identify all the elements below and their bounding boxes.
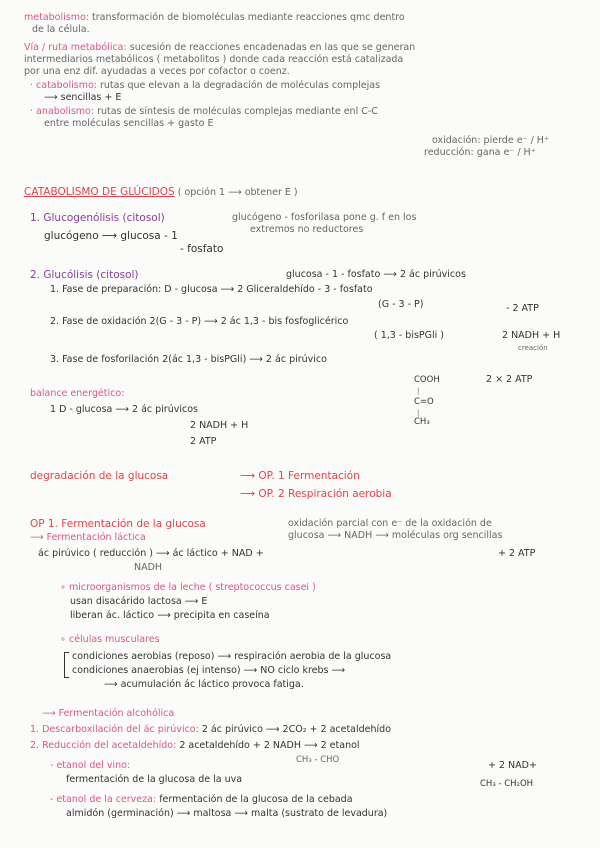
note-line: oxidación parcial con e⁻ de la oxidación de [288, 518, 492, 529]
note-line: usan disacárido lactosa ⟶ E [70, 596, 208, 607]
formula-line: CH₃ - CH₂OH [480, 779, 534, 789]
brace-mark [64, 652, 69, 678]
definition-text: sucesión de reacciones encadenadas en las que se generan [129, 42, 416, 53]
note-line: glucógeno - fosforilasa pone g. f en los [232, 212, 417, 223]
note-line: oxidación: pierde e⁻ / H⁺ [432, 135, 549, 146]
note-line: - fosfato [180, 243, 224, 255]
note-line: 2 NADH + H [190, 420, 249, 431]
note-line: 2 ATP [190, 436, 217, 447]
subsection-title: balance energético: [30, 388, 125, 399]
note-line: - 2 ATP [506, 303, 539, 314]
note-line: intermediarios metabólicos ( metabolitos ) donde cada reacción está catalizada [24, 54, 404, 65]
definition-text: rutas de síntesis de moléculas complejas mediante enl C-C [97, 106, 378, 117]
reaction-text: 2 acetaldehído + 2 NADH ⟶ 2 etanol [179, 740, 360, 751]
term-anabolismo: · anabolismo: [30, 106, 95, 117]
note-line: condiciones anaerobias (ej intenso) ⟶ NO ciclo krebs ⟶ [72, 665, 346, 676]
note-line [30, 106, 378, 118]
section-subtitle: ( opción 1 ⟶ obtener E ) [177, 187, 298, 198]
note-line [50, 794, 353, 806]
note-line: 1. Fase de preparación: D - glucosa ⟶ 2 Gliceraldehído - 3 - fosfato [50, 284, 373, 295]
note-line [24, 12, 405, 24]
note-line: por una enz dif. ayudadas a veces por cofactor o coenz. [24, 66, 290, 77]
note-line [24, 42, 415, 54]
term-catabolismo: · catabolismo: [30, 80, 97, 91]
note-line: glucógeno ⟶ glucosa - 1 [44, 230, 178, 242]
definition-text: rutas que elevan a la degradación de moléculas complejas [100, 80, 381, 91]
note-line: condiciones aerobias (reposo) ⟶ respiración aerobia de la glucosa [72, 651, 392, 662]
note-line: + 2 ATP [498, 548, 536, 559]
note-line: almidón (germinación) ⟶ maltosa ⟶ malta (sustrato de levadura) [66, 808, 388, 819]
note-line: liberan ác. láctico ⟶ precipita en caseína [70, 610, 270, 621]
term-metabolismo: metabolismo: [24, 12, 89, 23]
note-line: 2. Fase de oxidación 2(G - 3 - P) ⟶ 2 ác 1,3 - bis fosfoglicérico [50, 316, 349, 327]
note-line [30, 80, 380, 92]
bond-mark: | [417, 387, 420, 395]
subsection-title: OP 1. Fermentación de la glucosa [30, 518, 206, 530]
note-line: ⟶ sencillas + E [44, 92, 122, 103]
note-line: ⟶ acumulación ác láctico provoca fatiga. [104, 679, 304, 690]
reaction-text: 2 ác pirúvico ⟶ 2CO₂ + 2 acetaldehído [201, 724, 392, 735]
definition-text: fermentación de la glucosa de la cebada [159, 794, 353, 805]
section-title: CATABOLISMO DE GLÚCIDOS [24, 186, 175, 198]
note-line: 3. Fase de fosforilación 2(ác 1,3 - bisPGli) ⟶ 2 ác pirúvico [50, 354, 327, 365]
note-line: reducción: gana e⁻ / H⁺ [424, 147, 536, 158]
subsection-title: - etanol de la cerveza: [50, 794, 157, 805]
bond-mark: | [417, 409, 420, 417]
subsection-title: - etanol del vino: [50, 760, 131, 771]
note-line: (G - 3 - P) [378, 299, 424, 310]
step-title: 2. Reducción del acetaldehído: [30, 740, 177, 751]
note-line: extremos no reductores [250, 224, 364, 235]
note-line [30, 212, 165, 225]
subsection-title: ⟶ Fermentación alcohólica [42, 708, 175, 719]
note-line: de la célula. [32, 24, 90, 35]
subsection-title: ∘ microorganismos de la leche ( streptococcus casei ) [60, 582, 316, 593]
note-line: 2 × 2 ATP [486, 374, 533, 385]
note-line: + 2 NAD+ [488, 760, 537, 771]
note-line [24, 186, 298, 199]
subsection-title: 2. Glucólisis (citosol) [30, 269, 139, 281]
term-via-metabolica: Vía / ruta metabólica: [24, 42, 127, 53]
option-line: ⟶ OP. 1 Fermentación [240, 470, 360, 482]
note-line: glucosa - 1 - fosfato ⟶ 2 ác pirúvicos [286, 269, 466, 280]
formula-line: CH₃ [414, 417, 430, 427]
subsection-title: 1. Glucogenólisis (citosol) [30, 212, 165, 224]
note-line: fermentación de la glucosa de la uva [66, 774, 243, 785]
formula-line: C=O [414, 397, 434, 407]
subsection-title: ∘ células musculares [60, 634, 160, 645]
note-line: glucosa ⟶ NADH ⟶ moléculas org sencillas [288, 530, 503, 541]
note-line: entre moléculas sencillas + gasto E [44, 118, 214, 129]
note-line: 1 D - glucosa ⟶ 2 ác pirúvicos [50, 404, 198, 415]
definition-text: transformación de biomoléculas mediante reacciones qmc dentro [92, 12, 405, 23]
note-line: 2 NADH + H [502, 330, 561, 341]
note-line [30, 724, 391, 736]
note-line: ( 1,3 - bisPGli ) [374, 330, 445, 341]
note-line: creación [518, 344, 548, 352]
formula-line: COOH [414, 375, 440, 385]
note-line [30, 740, 360, 752]
option-line: ⟶ OP. 2 Respiración aerobia [240, 488, 392, 500]
step-title: 1. Descarboxilación del ác pirúvico: [30, 724, 199, 735]
note-line: ác pirúvico ( reducción ) ⟶ ác láctico + NAD + [38, 548, 264, 559]
section-title: degradación de la glucosa [30, 470, 169, 482]
note-line: NADH [134, 562, 163, 573]
formula-line: CH₃ - CHO [296, 755, 340, 765]
subsection-title: ⟶ Fermentación láctica [30, 532, 146, 543]
